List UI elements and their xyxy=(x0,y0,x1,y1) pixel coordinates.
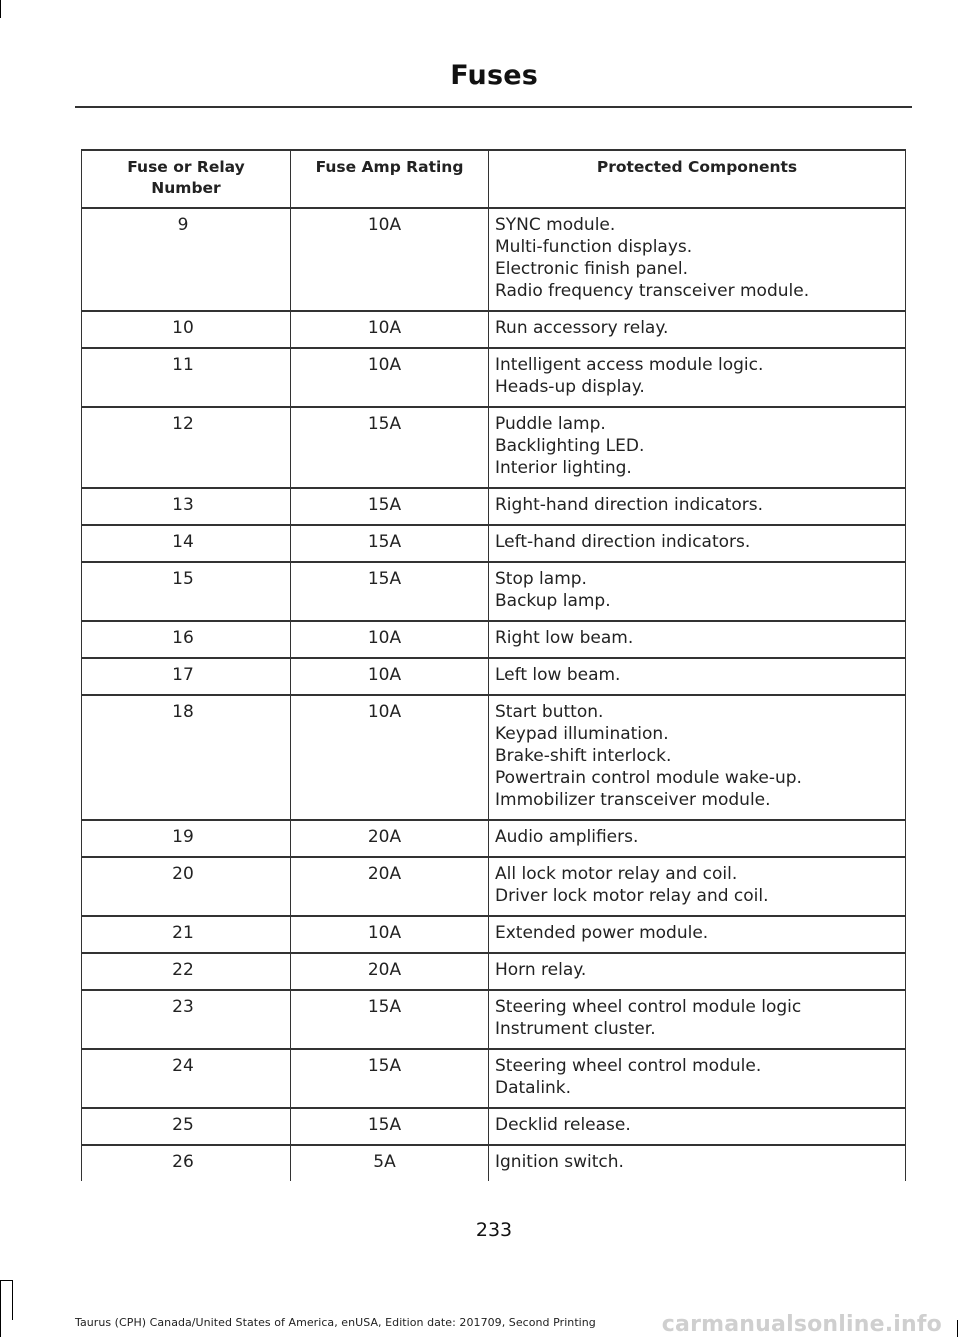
crop-mark xyxy=(12,1280,13,1320)
crop-mark xyxy=(0,0,1,18)
fuse-amp-rating: 20A xyxy=(291,820,489,857)
fuse-amp-rating: 10A xyxy=(291,658,489,695)
protected-components xyxy=(489,1145,906,1181)
table-body xyxy=(82,208,906,1181)
component-line: All lock motor relay and coil. xyxy=(495,864,738,884)
fuse-number: 23 xyxy=(82,990,291,1049)
page-title: Fuses xyxy=(450,60,538,91)
fuse-amp-rating: 15A xyxy=(291,525,489,562)
fuse-number: 12 xyxy=(82,407,291,488)
table-row xyxy=(82,562,906,621)
component-line: Datalink. xyxy=(495,1078,572,1098)
fuse-number: 24 xyxy=(82,1049,291,1108)
table-row xyxy=(82,621,906,658)
fuse-amp-rating: 15A xyxy=(291,488,489,525)
component-line: Driver lock motor relay and coil. xyxy=(495,886,769,906)
component-line: Intelligent access module logic. xyxy=(495,355,764,375)
fuse-number: 14 xyxy=(82,525,291,562)
component-line: Left-hand direction indicators. xyxy=(495,532,751,552)
fuse-amp-rating: 20A xyxy=(291,857,489,916)
fuse-number: 19 xyxy=(82,820,291,857)
fuse-number: 26 xyxy=(82,1145,291,1181)
component-line: Steering wheel control module. xyxy=(495,1056,762,1076)
protected-components xyxy=(489,311,906,348)
crop-mark xyxy=(0,1280,1,1337)
component-line: Immobilizer transceiver module. xyxy=(495,790,771,810)
fuse-number: 15 xyxy=(82,562,291,621)
table-row xyxy=(82,1049,906,1108)
table-row xyxy=(82,916,906,953)
component-line: Extended power module. xyxy=(495,923,709,943)
table-header-row xyxy=(82,150,906,208)
crop-mark xyxy=(0,1280,12,1281)
column-header-components xyxy=(489,150,906,208)
protected-components xyxy=(489,658,906,695)
crop-mark xyxy=(957,1320,958,1337)
component-line: Stop lamp. xyxy=(495,569,587,589)
fuse-table xyxy=(81,149,906,1181)
fuse-amp-rating: 10A xyxy=(291,208,489,311)
component-line: Powertrain control module wake-up. xyxy=(495,768,802,788)
fuse-amp-rating: 10A xyxy=(291,311,489,348)
table-row xyxy=(82,820,906,857)
table-row xyxy=(82,953,906,990)
fuse-amp-rating: 15A xyxy=(291,1049,489,1108)
component-line: Horn relay. xyxy=(495,960,587,980)
protected-components xyxy=(489,857,906,916)
protected-components xyxy=(489,953,906,990)
fuse-number: 13 xyxy=(82,488,291,525)
fuse-amp-rating: 15A xyxy=(291,562,489,621)
protected-components xyxy=(489,695,906,820)
fuse-number: 22 xyxy=(82,953,291,990)
protected-components xyxy=(489,488,906,525)
table-row xyxy=(82,1145,906,1181)
header-line: Fuse or Relay xyxy=(127,158,245,176)
header-line: Protected Components xyxy=(596,158,798,176)
protected-components xyxy=(489,348,906,407)
component-line: Multi-function displays. xyxy=(495,237,693,257)
table-row xyxy=(82,990,906,1049)
component-line: Left low beam. xyxy=(495,665,621,685)
table-row xyxy=(82,348,906,407)
component-line: Instrument cluster. xyxy=(495,1019,656,1039)
fuse-amp-rating: 10A xyxy=(291,621,489,658)
fuse-number: 11 xyxy=(82,348,291,407)
fuse-number: 25 xyxy=(82,1108,291,1145)
fuse-amp-rating: 20A xyxy=(291,953,489,990)
fuse-amp-rating: 5A xyxy=(291,1145,489,1181)
table-row xyxy=(82,208,906,311)
component-line: Run accessory relay. xyxy=(495,318,669,338)
protected-components xyxy=(489,990,906,1049)
protected-components xyxy=(489,208,906,311)
protected-components xyxy=(489,1108,906,1145)
fuse-number: 21 xyxy=(82,916,291,953)
component-line: Decklid release. xyxy=(495,1115,631,1135)
fuse-amp-rating: 10A xyxy=(291,348,489,407)
header-line: Fuse Amp Rating xyxy=(315,158,464,176)
table-row xyxy=(82,695,906,820)
protected-components xyxy=(489,820,906,857)
component-line: SYNC module. xyxy=(495,215,616,235)
component-line: Backlighting LED. xyxy=(495,436,645,456)
protected-components xyxy=(489,916,906,953)
watermark: carmanualsonline.info xyxy=(661,1312,942,1337)
fuse-amp-rating: 15A xyxy=(291,990,489,1049)
table-row xyxy=(82,1108,906,1145)
component-line: Steering wheel control module logic xyxy=(495,997,802,1017)
component-line: Interior lighting. xyxy=(495,458,632,478)
component-line: Audio amplifiers. xyxy=(495,827,639,847)
component-line: Heads-up display. xyxy=(495,377,645,397)
table-row xyxy=(82,658,906,695)
fuse-number: 16 xyxy=(82,621,291,658)
component-line: Backup lamp. xyxy=(495,591,611,611)
component-line: Brake-shift interlock. xyxy=(495,746,672,766)
component-line: Keypad illumination. xyxy=(495,724,669,744)
header-line: Number xyxy=(151,179,221,197)
fuse-amp-rating: 15A xyxy=(291,407,489,488)
fuse-number: 10 xyxy=(82,311,291,348)
protected-components xyxy=(489,621,906,658)
column-header-amp xyxy=(291,150,489,208)
protected-components xyxy=(489,562,906,621)
edition-footer: Taurus (CPH) Canada/United States of America, enUSA, Edition date: 201709, Second Printing xyxy=(75,1316,596,1329)
fuse-amp-rating: 10A xyxy=(291,916,489,953)
page-number: 233 xyxy=(475,1219,513,1241)
protected-components xyxy=(489,407,906,488)
column-header-number xyxy=(82,150,291,208)
fuse-number: 9 xyxy=(82,208,291,311)
component-line: Right low beam. xyxy=(495,628,634,648)
table-row xyxy=(82,311,906,348)
component-line: Right-hand direction indicators. xyxy=(495,495,764,515)
table-row xyxy=(82,525,906,562)
component-line: Radio frequency transceiver module. xyxy=(495,281,810,301)
fuse-number: 18 xyxy=(82,695,291,820)
header-divider xyxy=(75,106,912,108)
fuse-amp-rating: 15A xyxy=(291,1108,489,1145)
component-line: Puddle lamp. xyxy=(495,414,606,434)
fuse-amp-rating: 10A xyxy=(291,695,489,820)
component-line: Start button. xyxy=(495,702,604,722)
table-row xyxy=(82,488,906,525)
protected-components xyxy=(489,1049,906,1108)
table-row xyxy=(82,857,906,916)
component-line: Ignition switch. xyxy=(495,1152,624,1172)
fuse-number: 20 xyxy=(82,857,291,916)
protected-components xyxy=(489,525,906,562)
component-line: Electronic finish panel. xyxy=(495,259,689,279)
table-row xyxy=(82,407,906,488)
fuse-number: 17 xyxy=(82,658,291,695)
